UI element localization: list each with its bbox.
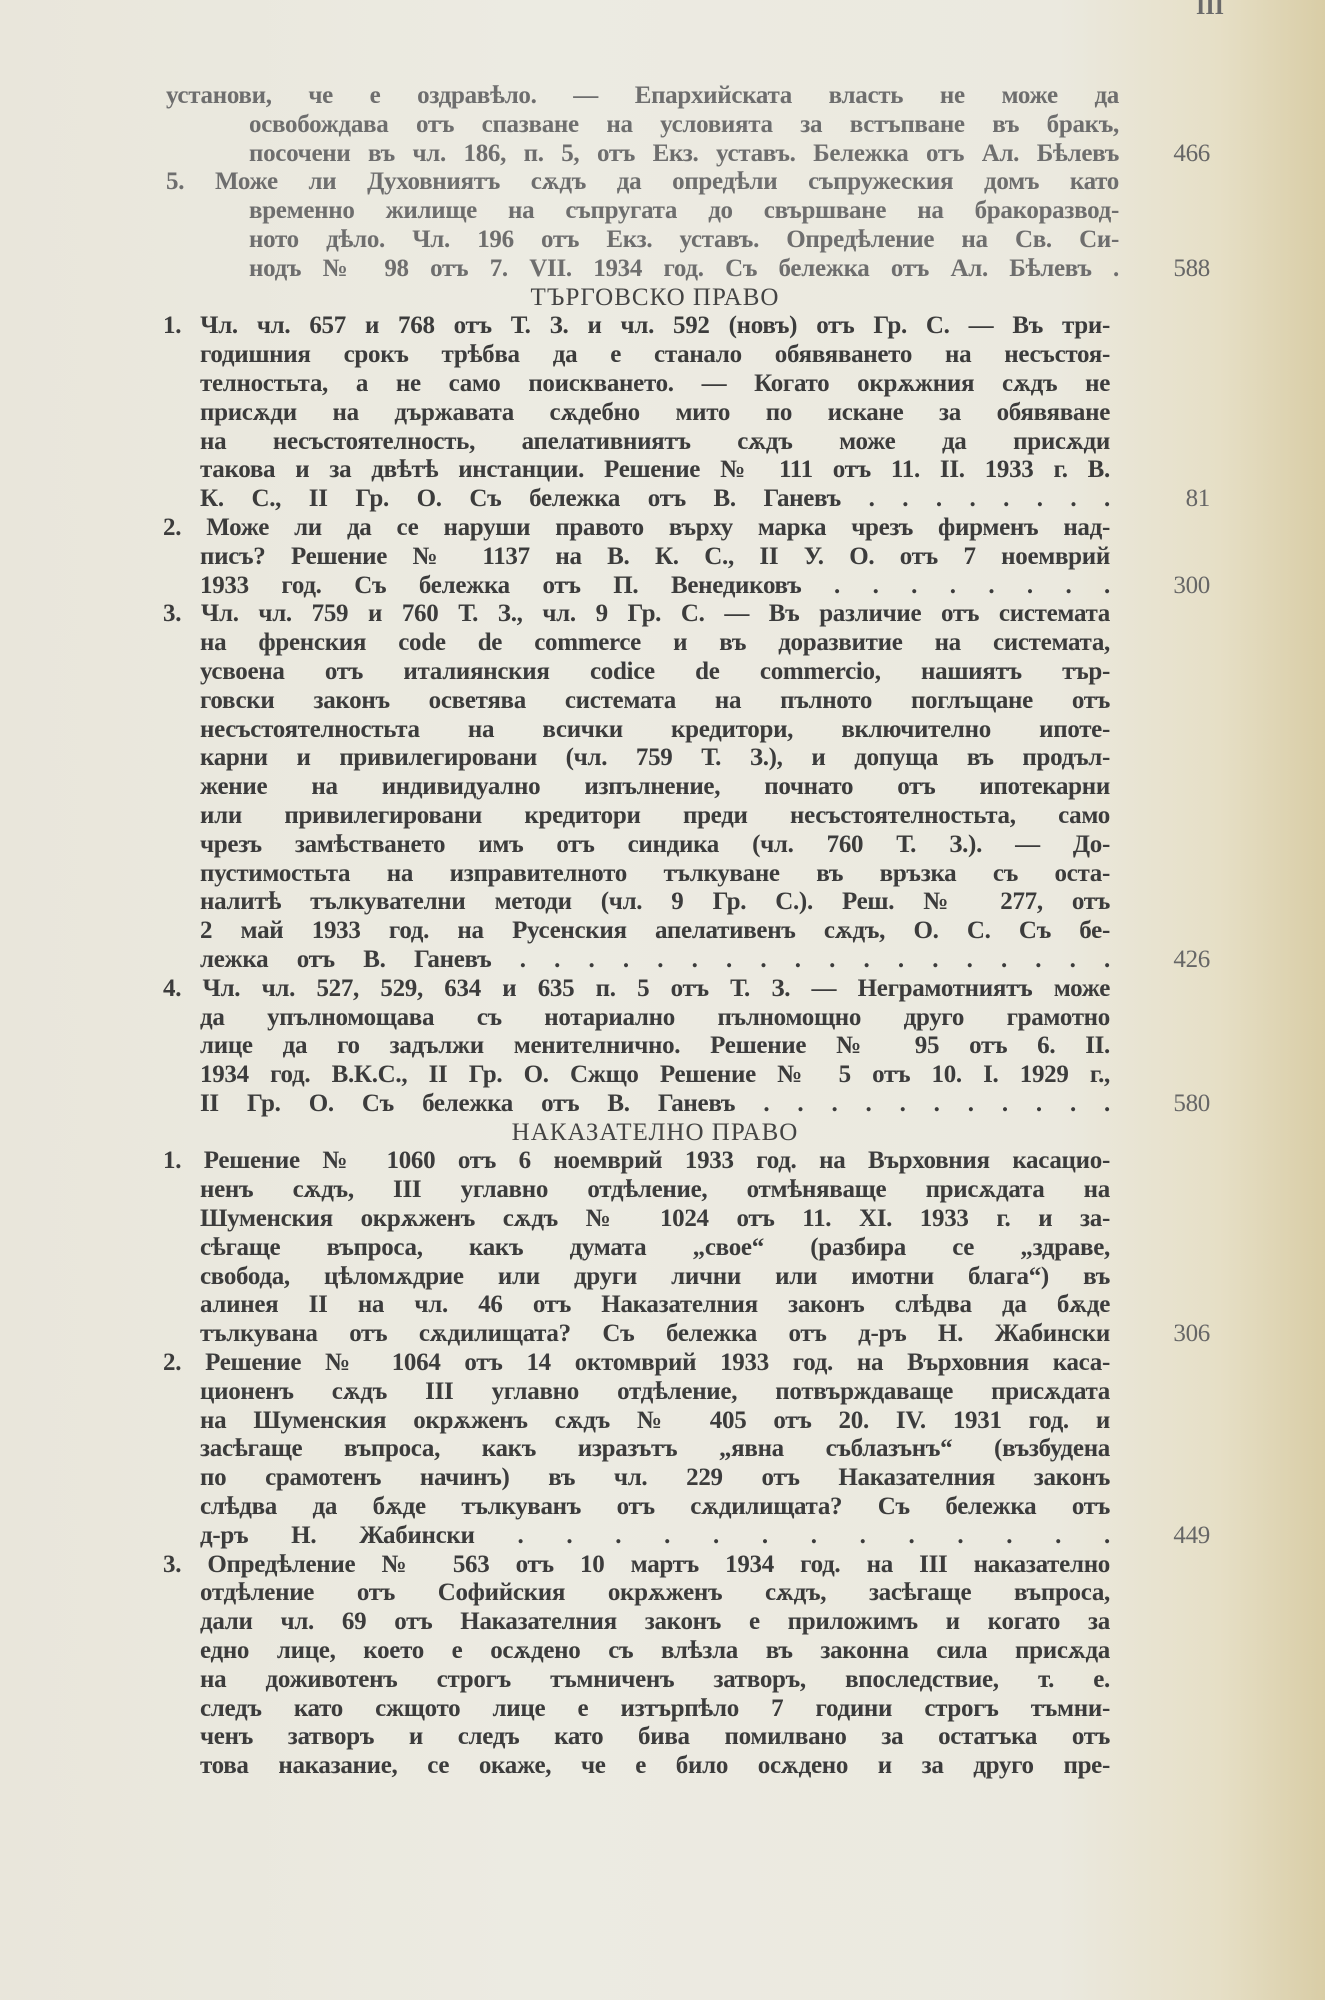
entry-number: 2. bbox=[163, 513, 182, 541]
entry-line bbox=[0, 600, 1325, 629]
entry-text bbox=[249, 111, 1119, 140]
entry-line bbox=[0, 543, 1325, 572]
entry-line-text: сѣгаще въпроса, какъ думата „свое“ (разбира се „здраве, bbox=[200, 1233, 1110, 1261]
entry-line-text: налитѣ тълкувателни методи (чл. 9 Гр. С.). Реш. № 277, отъ bbox=[200, 888, 1110, 916]
entry-text bbox=[200, 1032, 1110, 1061]
entry-line bbox=[0, 1378, 1325, 1407]
entry-line-text: посочени въ чл. 186, п. 5, отъ Екз. уставъ. Бележка отъ Ал. Бѣлевъ bbox=[249, 139, 1119, 167]
entry-line-text: лице да го задължи менителнично. Решение № 95 отъ 6. II. bbox=[200, 1032, 1110, 1060]
entry-text bbox=[200, 860, 1110, 889]
page-number: 449 bbox=[1173, 1521, 1210, 1549]
entry-text bbox=[200, 773, 1110, 802]
entry-text bbox=[200, 1291, 1110, 1320]
entry-line bbox=[0, 255, 1325, 284]
entry-line bbox=[0, 1032, 1325, 1061]
entry-line bbox=[0, 1723, 1325, 1752]
entry-line bbox=[0, 1407, 1325, 1436]
entry-text bbox=[200, 1637, 1110, 1666]
entry-line-text: несъстоятелностьта на всички кредитори, включително ипоте- bbox=[200, 715, 1110, 743]
entry-line-text: 1933 год. Съ бележка отъ П. Венедиковъ . . . . . . . . bbox=[200, 571, 1110, 599]
entry-line bbox=[0, 716, 1325, 745]
entry-line bbox=[0, 1090, 1325, 1119]
entry-line bbox=[0, 168, 1325, 197]
entry-line-text: годишния срокъ трѣбва да е станало обявяването на несъстоя- bbox=[200, 341, 1110, 369]
section-heading-text: ТЪРГОВСКО ПРАВО bbox=[530, 283, 780, 311]
entry-line bbox=[0, 1435, 1325, 1464]
entry-line-text: чрезъ замѣстването имъ отъ синдика (чл. 760 Т. З.). — До- bbox=[200, 830, 1110, 858]
entry-line-text: на несъстоятелность, апелативниятъ сѫдъ може да присѫди bbox=[200, 427, 1110, 455]
entry-line-text: Чл. чл. 527, 529, 634 и 635 п. 5 отъ Т. З. — Неграмотниятъ може bbox=[202, 974, 1110, 1002]
entry-number: 3. bbox=[163, 600, 182, 628]
entry-text bbox=[200, 341, 1110, 370]
entry-line bbox=[0, 658, 1325, 687]
entry-line-text: нодъ № 98 отъ 7. VII. 1934 год. Съ бележка отъ Ал. Бѣлевъ . bbox=[249, 254, 1119, 282]
entry-line-text: говски законъ осветява системата на пълното поглъщане отъ bbox=[200, 686, 1110, 714]
entry-text bbox=[200, 1378, 1110, 1407]
entry-line-text: 1934 год. В.К.С., II Гр. О. Сжщо Решение № 5 отъ 10. I. 1929 г., bbox=[200, 1061, 1110, 1089]
entry-text bbox=[163, 1349, 1110, 1378]
entry-text bbox=[200, 399, 1110, 428]
entry-line-text: лежка отъ В. Ганевъ . . . . . . . . . . . . . . . . . . bbox=[200, 945, 1110, 973]
entry-text bbox=[249, 255, 1119, 284]
entry-line bbox=[0, 1061, 1325, 1090]
page-number: 466 bbox=[1173, 139, 1210, 167]
entry-line bbox=[0, 1464, 1325, 1493]
entry-line bbox=[0, 197, 1325, 226]
entry-line bbox=[0, 744, 1325, 773]
entry-text bbox=[200, 1320, 1110, 1349]
entry-text bbox=[249, 140, 1119, 169]
page-number: 588 bbox=[1173, 254, 1210, 282]
entry-text bbox=[249, 226, 1119, 255]
entry-line-text: К. С., II Гр. О. Съ бележка отъ В. Ганевъ . . . . . . . . bbox=[200, 485, 1110, 513]
entry-text bbox=[163, 975, 1110, 1004]
entry-line bbox=[0, 773, 1325, 802]
entry-line bbox=[0, 428, 1325, 457]
entry-line bbox=[0, 514, 1325, 543]
entry-text bbox=[163, 1551, 1110, 1580]
entry-text bbox=[200, 1579, 1110, 1608]
entry-text bbox=[200, 629, 1110, 658]
entry-text bbox=[200, 485, 1110, 514]
entry-line bbox=[0, 1752, 1325, 1781]
entry-line bbox=[0, 1551, 1325, 1580]
entry-line bbox=[0, 1522, 1325, 1551]
entry-text bbox=[200, 917, 1110, 946]
entry-text bbox=[163, 1147, 1110, 1176]
entry-line-text: това наказание, се окаже, че е било осѫдено и за друго пре- bbox=[200, 1752, 1110, 1780]
entry-line-text: следъ като сжщото лице е изтърпѣло 7 години строгъ тъмни- bbox=[200, 1694, 1110, 1722]
entry-text bbox=[200, 456, 1110, 485]
entry-line bbox=[0, 1320, 1325, 1349]
entry-line-text: ченъ затворъ и следъ като бива помилвано за остатъка отъ bbox=[200, 1723, 1110, 1751]
entry-text bbox=[200, 1176, 1110, 1205]
entry-text bbox=[200, 1493, 1110, 1522]
entry-line-text: пустимостьта на изправителното тълкуване въ връзка съ оста- bbox=[200, 859, 1110, 887]
entry-line-text: карни и привилегировани (чл. 759 Т. З.), и допуща въ продъл- bbox=[200, 744, 1110, 772]
entry-text bbox=[200, 1234, 1110, 1263]
section-heading-text: НАКАЗАТЕЛНО ПРАВО bbox=[511, 1118, 799, 1146]
entry-line bbox=[0, 312, 1325, 341]
entry-line bbox=[0, 1205, 1325, 1234]
entry-line-text: Чл. чл. 657 и 768 отъ Т. З. и чл. 592 (новъ) отъ Гр. С. — Въ три- bbox=[200, 312, 1110, 340]
entry-line-text: д-ръ Н. Жабински . . . . . . . . . . . . . bbox=[200, 1521, 1110, 1549]
entry-text bbox=[200, 428, 1110, 457]
entry-text bbox=[163, 514, 1110, 543]
entry-text bbox=[200, 572, 1110, 601]
entry-line bbox=[0, 1234, 1325, 1263]
entry-line-text: ционенъ сѫдъ III углавно отдѣление, потвърждаваще присѫдата bbox=[200, 1377, 1110, 1405]
entry-line-text: Опредѣление № 563 отъ 10 мартъ 1934 год. на III наказателно bbox=[207, 1550, 1110, 1578]
entry-line bbox=[0, 399, 1325, 428]
page-number: 306 bbox=[1173, 1320, 1210, 1348]
entry-line bbox=[0, 456, 1325, 485]
entry-line bbox=[0, 1695, 1325, 1724]
entry-line-text: да упълномощава съ нотариално пълномощно друго грамотно bbox=[200, 1003, 1110, 1031]
entry-text bbox=[200, 1723, 1110, 1752]
entry-text bbox=[200, 1666, 1110, 1695]
page-number: 300 bbox=[1173, 571, 1210, 599]
entry-line bbox=[0, 226, 1325, 255]
entry-number: 2. bbox=[163, 1349, 182, 1377]
entry-line-text: Може ли Духовниятъ сѫдъ да опредѣли съпружеския домъ като bbox=[214, 168, 1120, 196]
entry-number: 5. bbox=[166, 168, 185, 196]
entry-line bbox=[0, 687, 1325, 716]
entry-number: 3. bbox=[163, 1550, 182, 1578]
entry-line bbox=[0, 1579, 1325, 1608]
entry-line bbox=[0, 82, 1325, 111]
entry-line-text: на доживотенъ строгъ тъмниченъ затворъ, впоследствие, т. е. bbox=[200, 1665, 1110, 1693]
entry-line bbox=[0, 975, 1325, 1004]
entry-text bbox=[200, 1752, 1110, 1781]
entry-text bbox=[200, 543, 1110, 572]
entry-line bbox=[0, 1263, 1325, 1292]
page-number: 426 bbox=[1173, 945, 1210, 973]
entry-text bbox=[163, 312, 1110, 341]
entry-line-text: Решение № 1060 отъ 6 ноемврий 1933 год. на Върховния касацио- bbox=[203, 1147, 1110, 1175]
entry-text bbox=[200, 802, 1110, 831]
entry-text bbox=[200, 831, 1110, 860]
entry-line bbox=[0, 1291, 1325, 1320]
entry-text bbox=[200, 888, 1110, 917]
entry-line-text: едно лице, което е осѫдено съ влѣзла въ законна сила присѫда bbox=[200, 1637, 1110, 1665]
entry-line-text: временно жилище на съпругата до свършване на бракоразвод- bbox=[249, 197, 1119, 225]
entry-line-text: установи, че е оздравѣло. — Епархийската власть не може да bbox=[166, 82, 1119, 109]
entry-line bbox=[0, 1666, 1325, 1695]
entry-text bbox=[200, 1263, 1110, 1292]
entry-text bbox=[163, 600, 1110, 629]
entry-text bbox=[200, 1695, 1110, 1724]
entry-text bbox=[200, 1004, 1110, 1033]
entry-line bbox=[0, 111, 1325, 140]
table-of-contents bbox=[0, 82, 1325, 1781]
entry-line bbox=[0, 1004, 1325, 1033]
entry-line-text: тълкувана отъ сѫдилищата? Съ бележка отъ д-ръ Н. Жабински bbox=[200, 1320, 1110, 1348]
entry-text bbox=[166, 168, 1119, 197]
entry-text bbox=[200, 1464, 1110, 1493]
entry-line bbox=[0, 1637, 1325, 1666]
entry-line-text: Чл. чл. 759 и 760 Т. З., чл. 9 Гр. С. — Въ различие отъ системата bbox=[200, 600, 1110, 628]
entry-line bbox=[0, 888, 1325, 917]
entry-line-text: по срамотенъ начинъ) въ чл. 229 отъ Наказателния законъ bbox=[200, 1464, 1110, 1492]
entry-line-text: Решение № 1064 отъ 14 октомврий 1933 год. на Върховния каса- bbox=[205, 1349, 1110, 1377]
entry-line-text: Може ли да се наруши правото върху марка чрезъ фирменъ над- bbox=[206, 513, 1110, 541]
page-number: 81 bbox=[1185, 485, 1210, 513]
entry-line bbox=[0, 1176, 1325, 1205]
entry-number: 1. bbox=[163, 312, 182, 340]
entry-line-text: дали чл. 69 отъ Наказателния законъ е приложимъ и когато за bbox=[200, 1608, 1110, 1636]
entry-line-text: свобода, цѣломѫдрие или други лични или имотни блага“) въ bbox=[200, 1262, 1110, 1290]
entry-line bbox=[0, 1147, 1325, 1176]
entry-line bbox=[0, 802, 1325, 831]
entry-line-text: отдѣление отъ Софийския окрѫженъ сѫдъ, засѣгаще въпроса, bbox=[200, 1579, 1110, 1607]
section-heading bbox=[0, 284, 1325, 313]
page-number: 580 bbox=[1173, 1089, 1210, 1117]
entry-text bbox=[200, 716, 1110, 745]
section-heading bbox=[0, 1119, 1325, 1148]
entry-line bbox=[0, 860, 1325, 889]
entry-line bbox=[0, 1608, 1325, 1637]
entry-line-text: ненъ сѫдъ, III углавно отдѣление, отмѣняваще присѫдата на bbox=[200, 1176, 1110, 1204]
entry-line-text: писъ? Решение № 1137 на В. К. С., II У. О. отъ 7 ноемврий bbox=[200, 542, 1110, 570]
entry-text bbox=[249, 197, 1119, 226]
entry-line-text: усвоена отъ италиянския codice de commercio, нашиятъ тър- bbox=[200, 657, 1110, 685]
entry-number: 1. bbox=[163, 1147, 182, 1175]
entry-line bbox=[0, 831, 1325, 860]
entry-text bbox=[200, 687, 1110, 716]
entry-line bbox=[0, 629, 1325, 658]
entry-line-text: II Гр. О. Съ бележка отъ В. Ганевъ . . . . . . . . . . . bbox=[200, 1089, 1110, 1117]
entry-line bbox=[0, 1493, 1325, 1522]
entry-text bbox=[200, 1090, 1110, 1119]
entry-line-text: или привилегировани кредитори преди несъстоятелностьта, само bbox=[200, 801, 1110, 829]
entry-line bbox=[0, 140, 1325, 169]
entry-line-text: на Шуменския окрѫженъ сѫдъ № 405 отъ 20. IV. 1931 год. и bbox=[200, 1406, 1110, 1434]
entry-text bbox=[200, 744, 1110, 773]
entry-line bbox=[0, 370, 1325, 399]
entry-text bbox=[200, 1522, 1110, 1551]
entry-line-text: такова и за двѣтѣ инстанции. Решение № 111 отъ 11. II. 1933 г. В. bbox=[200, 456, 1110, 484]
entry-text bbox=[200, 1435, 1110, 1464]
entry-text bbox=[200, 370, 1110, 399]
entry-text bbox=[200, 1205, 1110, 1234]
entry-line bbox=[0, 341, 1325, 370]
entry-line-text: Шуменския окрѫженъ сѫдъ № 1024 отъ 11. XI. 1933 г. и за- bbox=[200, 1205, 1110, 1233]
entry-line-text: слѣдва да бѫде тълкуванъ отъ сѫдилищата? Съ бележка отъ bbox=[200, 1493, 1110, 1521]
entry-line-text: алинея II на чл. 46 отъ Наказателния законъ слѣдва да бѫде bbox=[200, 1291, 1110, 1319]
entry-line bbox=[0, 485, 1325, 514]
entry-line-text: 2 май 1933 год. на Русенския апелативенъ сѫдъ, О. С. Съ бе- bbox=[200, 917, 1110, 945]
entry-text bbox=[200, 1407, 1110, 1436]
entry-number: 4. bbox=[163, 974, 182, 1002]
page-folio: III bbox=[1196, 0, 1225, 20]
entry-line-text: жение на индивидуално изпълнение, почнато отъ ипотекарни bbox=[200, 773, 1110, 801]
entry-text bbox=[200, 1061, 1110, 1090]
entry-text bbox=[200, 1608, 1110, 1637]
entry-line-text: присѫди на държавата сѫдебно мито по искане за обявяване bbox=[200, 398, 1110, 426]
entry-line-text: освобождава отъ спазване на условията за встъпване въ бракъ, bbox=[249, 110, 1119, 138]
entry-line bbox=[0, 917, 1325, 946]
entry-line bbox=[0, 946, 1325, 975]
entry-line-text: ното дѣло. Чл. 196 отъ Екз. уставъ. Опредѣление на Св. Си- bbox=[249, 225, 1119, 253]
entry-line bbox=[0, 572, 1325, 601]
entry-line-text: засѣгаще въпроса, какъ изразътъ „явна съблазънъ“ (възбудена bbox=[200, 1435, 1110, 1463]
entry-line-text: на френския code de commerce и въ доразвитие на системата, bbox=[200, 629, 1110, 657]
entry-text bbox=[166, 82, 1119, 111]
entry-line bbox=[0, 1349, 1325, 1378]
entry-line-text: телностьта, а не само поискването. — Когато окрѫжния сѫдъ не bbox=[200, 369, 1110, 397]
entry-text bbox=[200, 946, 1110, 975]
entry-text bbox=[200, 658, 1110, 687]
